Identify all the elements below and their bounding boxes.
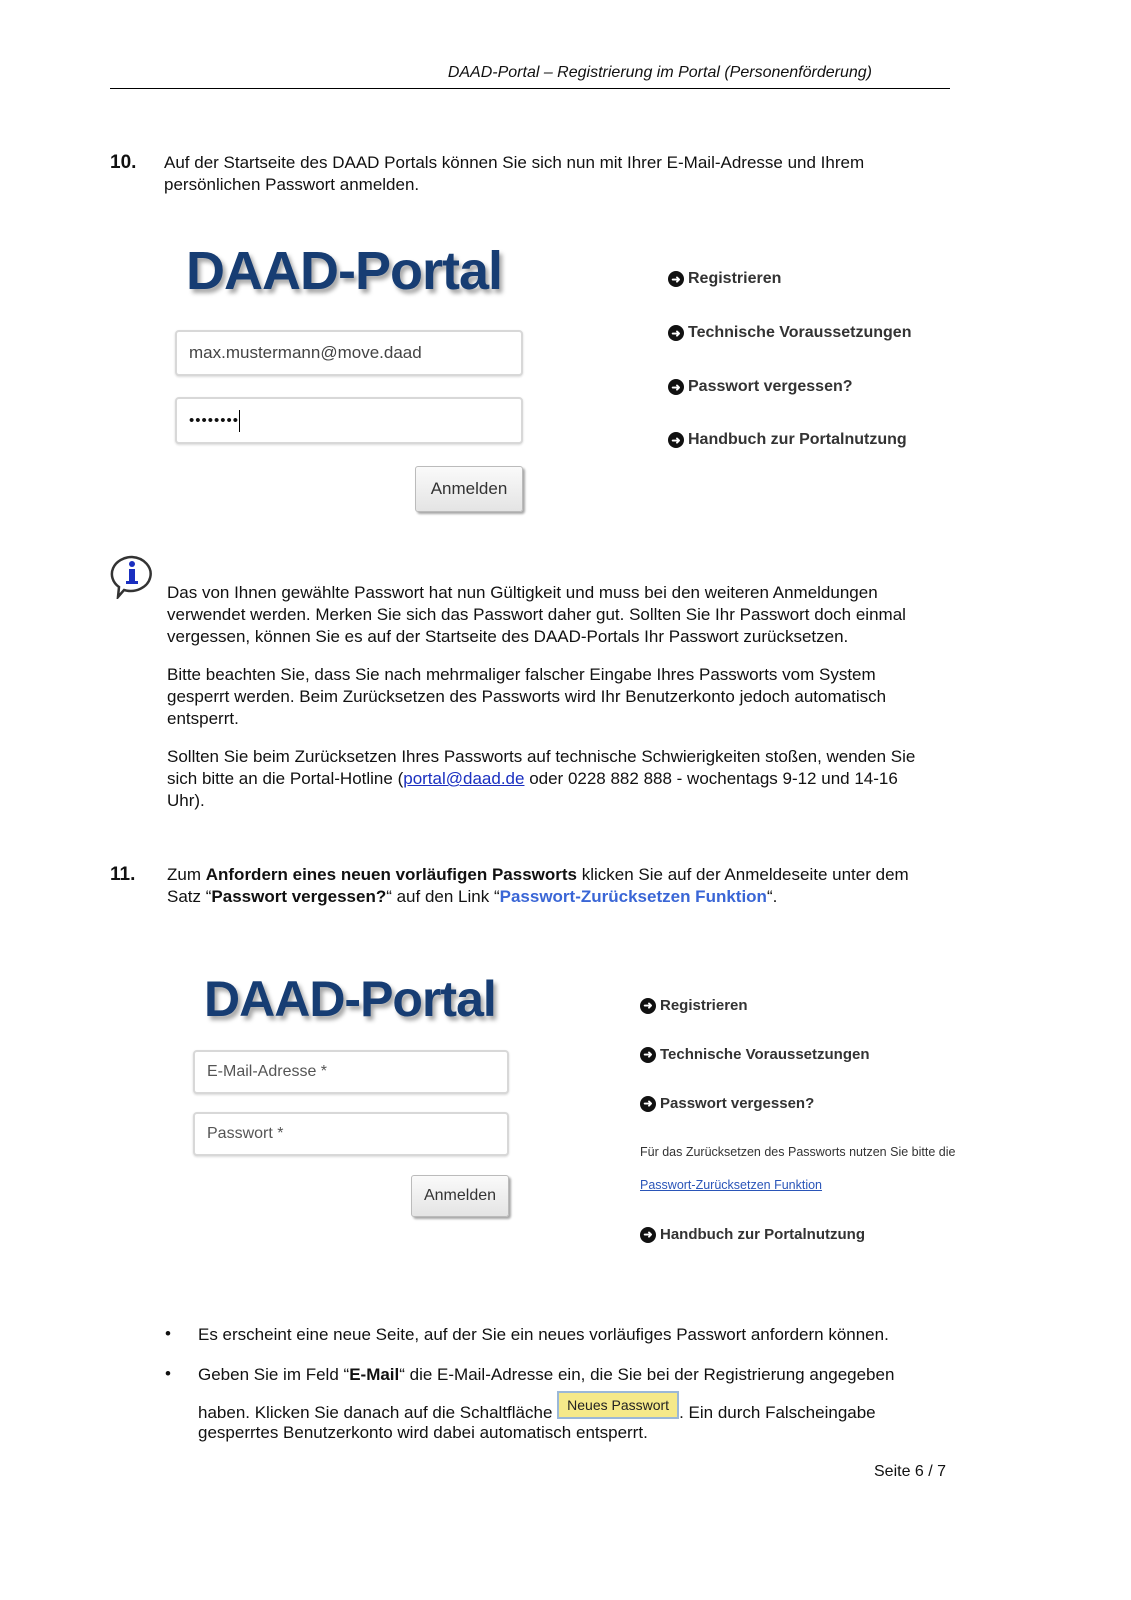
arrow-right-icon: ➜ — [640, 1227, 656, 1243]
text-cursor — [239, 410, 240, 432]
text-span: oder 0228 882 888 - wochentags 9-12 und 14-16 — [524, 769, 898, 788]
daad-logo: DAAD-Portal — [204, 971, 496, 1027]
text-line — [167, 768, 997, 790]
text-span: Zum — [167, 865, 206, 884]
bullet-text: Es erscheint eine neue Seite, auf der Sie ein neues vorläufiges Passwort anfordern können. — [198, 1325, 889, 1344]
link-registrieren[interactable] — [668, 270, 781, 288]
arrow-right-icon: ➜ — [668, 379, 684, 395]
link-label: Technische Voraussetzungen — [688, 324, 912, 341]
text-span: “. — [766, 887, 778, 906]
reset-hint: Für das Zurücksetzen des Passworts nutzen Sie bitte die — [640, 1145, 956, 1159]
login-button[interactable]: Anmelden — [411, 1175, 509, 1217]
step-text — [167, 864, 909, 908]
arrow-right-icon: ➜ — [640, 1047, 656, 1063]
page-number: Seite 6 / 7 — [874, 1463, 947, 1480]
step-text — [164, 152, 864, 196]
text-span: sich bitte an die Portal-Hotline ( — [167, 769, 404, 788]
bold-text: Anfordern eines neuen vorläufigen Passworts — [205, 865, 577, 884]
link-name-text: Passwort-Zurücksetzen Funktion — [499, 887, 767, 906]
link-label: Registrieren — [688, 270, 782, 287]
text-line: Bitte beachten Sie, dass Sie nach mehrmaliger falscher Eingabe Ihres Passworts vom System — [167, 665, 876, 684]
link-technische-voraussetzungen[interactable] — [668, 324, 911, 342]
link-handbuch[interactable] — [640, 1226, 865, 1243]
email-field[interactable]: max.mustermann@move.daad — [175, 330, 523, 376]
link-label: Technische Voraussetzungen — [660, 1046, 870, 1063]
link-label: Handbuch zur Portalnutzung — [660, 1226, 865, 1243]
password-field[interactable] — [175, 397, 523, 444]
text-span: “ die E-Mail-Adresse ein, die Sie bei der Registrierung angegeben — [399, 1365, 895, 1384]
link-technische-voraussetzungen[interactable] — [640, 1046, 870, 1063]
text-span: . Ein durch Falscheingabe — [679, 1403, 876, 1422]
link-label: Handbuch zur Portalnutzung — [688, 431, 907, 448]
text-span: Geben Sie im Feld “ — [198, 1365, 350, 1384]
link-label: Registrieren — [660, 997, 748, 1014]
link-handbuch[interactable] — [668, 431, 907, 449]
password-field[interactable]: Passwort * — [193, 1112, 509, 1156]
text-line: Sollten Sie beim Zurücksetzen Ihres Passworts auf technische Schwierigkeiten stoßen, wenden Sie — [167, 747, 916, 766]
header-rule — [110, 88, 950, 89]
arrow-right-icon: ➜ — [668, 271, 684, 287]
email-field[interactable]: E-Mail-Adresse * — [193, 1050, 509, 1094]
bold-text: E-Mail — [349, 1365, 400, 1384]
text-line: Das von Ihnen gewählte Passwort hat nun Gültigkeit und muss bei den weiteren Anmeldungen — [167, 583, 878, 602]
link-passwort-vergessen[interactable] — [668, 378, 853, 396]
text-line: Uhr). — [167, 791, 205, 810]
link-label: Passwort vergessen? — [688, 378, 853, 395]
hotline-email-link[interactable]: portal@daad.de — [403, 769, 525, 788]
page-header: DAAD-Portal – Registrierung im Portal (Personenförderung) — [447, 64, 872, 81]
step-number: 10. — [110, 152, 137, 173]
info-text — [167, 582, 997, 812]
text-span: Satz “ — [167, 887, 212, 906]
link-passwort-vergessen[interactable] — [640, 1095, 814, 1112]
bullet-dot: • — [165, 1324, 171, 1343]
text-span: klicken Sie auf der Anmeldeseite unter dem — [577, 865, 909, 884]
info-icon — [110, 555, 156, 604]
daad-logo: DAAD-Portal — [186, 241, 503, 301]
arrow-right-icon: ➜ — [668, 432, 684, 448]
bullet-text — [198, 1364, 894, 1386]
arrow-right-icon: ➜ — [640, 998, 656, 1014]
text-line: vergessen, können Sie es auf der Startseite des DAAD-Portals Ihr Passwort zurücksetzen. — [167, 627, 849, 646]
text-line: gesperrt werden. Beim Zurücksetzen des Passworts wird Ihr Benutzerkonto jedoch automatisch — [167, 687, 887, 706]
link-label: Passwort vergessen? — [660, 1095, 815, 1112]
bullet-text: gesperrtes Benutzerkonto wird dabei automatisch entsperrt. — [198, 1423, 648, 1442]
text-span: haben. Klicken Sie danach auf die Schaltfläche — [198, 1403, 558, 1422]
step-number: 11. — [110, 864, 136, 885]
text-line: entsperrt. — [167, 709, 239, 728]
bold-text: Passwort vergessen? — [211, 887, 387, 906]
reset-link[interactable]: Passwort-Zurücksetzen Funktion — [640, 1178, 823, 1192]
arrow-right-icon: ➜ — [668, 325, 684, 341]
bullet-dot: • — [165, 1364, 171, 1383]
arrow-right-icon: ➜ — [640, 1096, 656, 1112]
text-line: Auf der Startseite des DAAD Portals können Sie sich nun mit Ihrer E-Mail-Adresse und Ihrem — [164, 153, 865, 172]
login-button[interactable]: Anmelden — [415, 466, 523, 512]
password-dots: •••••••• — [189, 412, 240, 429]
neues-passwort-button: Neues Passwort — [557, 1391, 679, 1419]
text-line: verwendet werden. Merken Sie sich das Passwort daher gut. Sollten Sie Ihr Passwort doch einmal — [167, 605, 906, 624]
text-line: persönlichen Passwort anmelden. — [164, 175, 420, 194]
link-registrieren[interactable] — [640, 997, 748, 1014]
text-span: “ auf den Link “ — [386, 887, 500, 906]
